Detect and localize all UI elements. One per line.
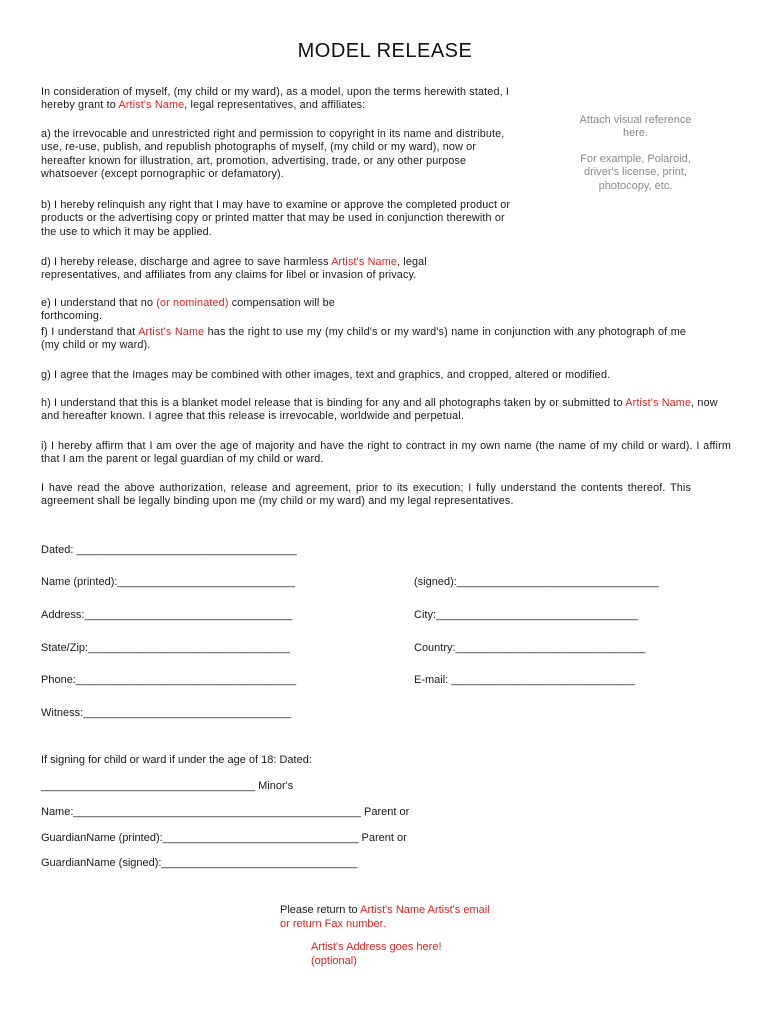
clause-h: h) I understand that this is a blanket model release that is binding for any and all photographs taken by or submitted to Artist's Name, now and hereafter known. I agree that this release is irrevocable, worldwide and perpetual. xyxy=(41,397,718,423)
attach-reference-note: Attach visual reference here. xyxy=(579,114,692,140)
address-field[interactable]: Address:__________________________________ xyxy=(41,609,293,621)
country-field[interactable]: Country:_______________________________ xyxy=(414,642,646,654)
artist-name: Artist's Name xyxy=(118,99,185,112)
state-zip-field[interactable]: State/Zip:_________________________________ xyxy=(41,642,290,654)
page-title: MODEL RELEASE xyxy=(297,40,473,62)
nominated-text: (or nominated) xyxy=(156,297,229,309)
signed-field[interactable]: (signed):_________________________________ xyxy=(414,576,659,588)
clause-a: a) the irrevocable and unrestricted right and permission to copyright in its name and distribute, use, re-use, publish, and republish photographs of myself, (my child or my ward), now or hereafter known for illustration, art, promotion, advertising, trade, or any other purpose whatsoever (except pornographic or defamatory). xyxy=(41,128,505,181)
guardian-name-printed-field[interactable]: GuardianName (printed):________________________________ Parent or xyxy=(41,832,407,844)
guardian-name-signed-field[interactable]: GuardianName (signed):________________________________ xyxy=(41,857,358,869)
clause-g: g) I agree that the Images may be combined with other images, text and graphics, and cropped, altered or modified. xyxy=(41,369,611,381)
minor-dated-field[interactable]: ___________________________________ Minor's xyxy=(41,780,294,792)
clause-f: f) I understand that Artist's Name has the right to use my (my child's or my ward's) name in conjunction with any photograph of me (my child or my ward). xyxy=(41,326,686,352)
intro-paragraph: In consideration of myself, (my child or my ward), as a model, upon the terms herewith stated, I hereby grant to Artist's Name, legal representatives, and affiliates: xyxy=(41,86,510,112)
city-field[interactable]: City:_________________________________ xyxy=(414,609,638,621)
artist-address: Artist's Address goes here! (optional) xyxy=(311,941,442,967)
clause-b: b) I hereby relinquish any right that I may have to examine or approve the completed product or products or the advertising copy or printed matter that may be used in conjunction therewith or the use to which it may be applied. xyxy=(41,199,511,238)
clause-i: i) I hereby affirm that I am over the age of majority and have the right to contract in my own name (the name of my child or ward). I affirm that I am the parent or legal guardian of my child or ward. xyxy=(41,440,731,466)
minor-heading: If signing for child or ward if under the age of 18: Dated: xyxy=(41,754,312,766)
clause-e: e) I understand that no (or nominated) compensation will be forthcoming. xyxy=(41,297,335,323)
email-field[interactable]: E-mail: ______________________________ xyxy=(414,674,635,686)
name-printed-field[interactable]: Name (printed):_____________________________ xyxy=(41,576,295,588)
attach-example-note: For example, Polaroid, driver's license, print, photocopy, etc. xyxy=(580,153,691,192)
acknowledgement-paragraph: I have read the above authorization, release and agreement, prior to its execution; I fully understand the contents thereof. This agreement shall be legally binding upon me (my child or my ward) and my legal representatives. xyxy=(41,482,691,508)
artist-name: Artist's Name xyxy=(625,397,692,409)
dated-field[interactable]: Dated: ____________________________________ xyxy=(41,544,297,556)
minor-name-field[interactable]: Name:_______________________________________________ Parent or xyxy=(41,806,410,818)
clause-d: d) I hereby release, discharge and agree to save harmless Artist's Name, legal representatives, and affiliates from any claims for libel or invasion of privacy. xyxy=(41,256,427,282)
phone-field[interactable]: Phone:____________________________________ xyxy=(41,674,297,686)
return-instructions: Please return to Artist's Name Artist's email or return Fax number. xyxy=(280,904,490,930)
artist-contact: Artist's Name Artist's email or return Fax number. xyxy=(280,904,490,930)
artist-name: Artist's Name xyxy=(138,326,205,338)
artist-name: Artist's Name xyxy=(331,256,397,268)
witness-field[interactable]: Witness:__________________________________ xyxy=(41,707,292,719)
